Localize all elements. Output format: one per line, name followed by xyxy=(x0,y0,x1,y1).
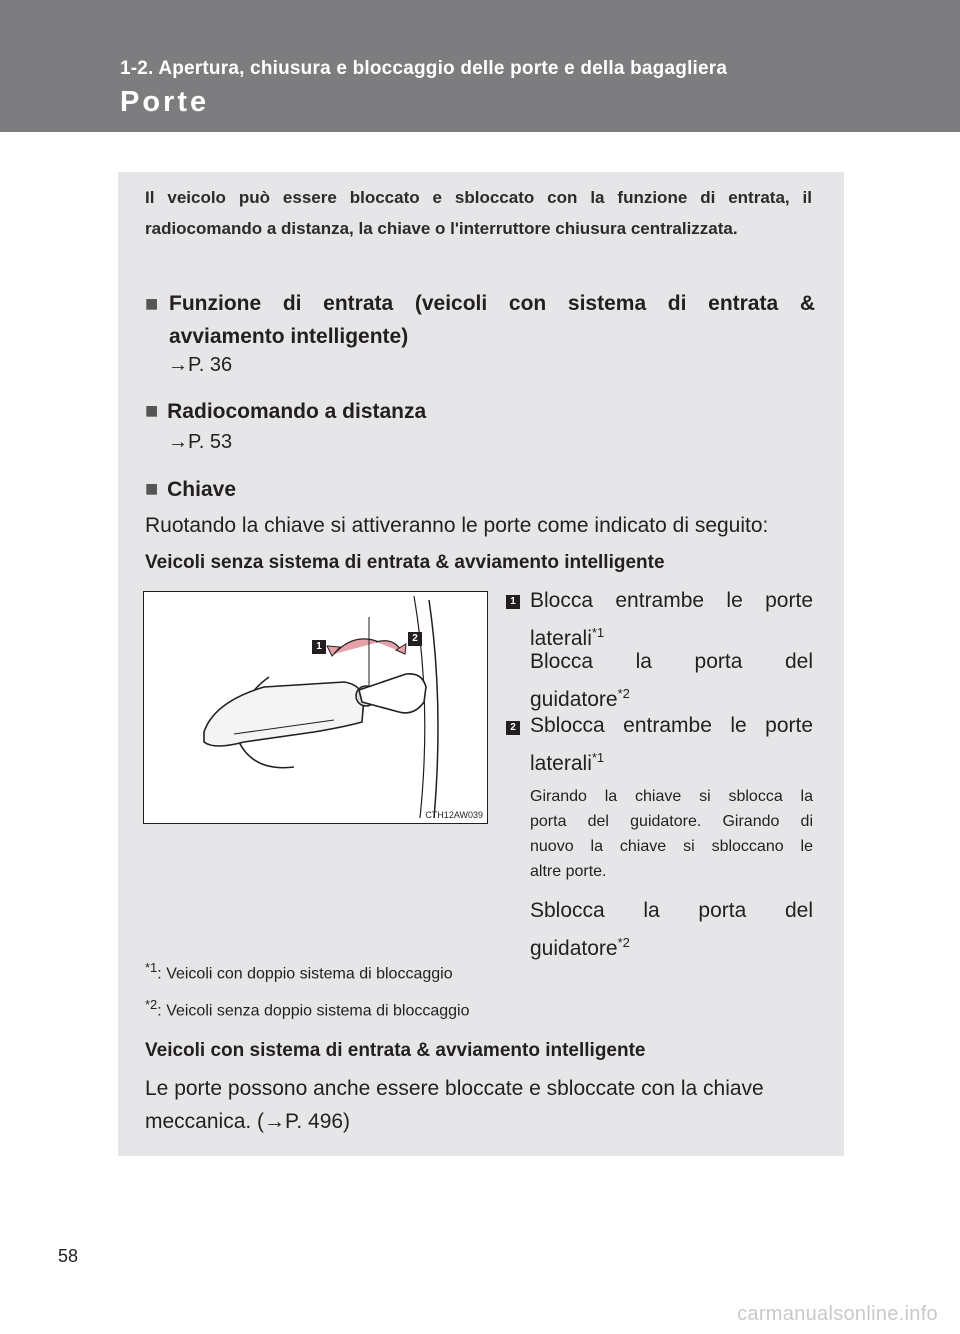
heading-entry-function: Funzione di entrata (veicoli con sistema di entrata & xyxy=(169,292,815,315)
arrow-right-icon: → xyxy=(264,1110,286,1133)
reference-link[interactable]: →P. 36 xyxy=(168,354,233,376)
heading-key: Chiave xyxy=(167,478,237,501)
door-handle-drawing xyxy=(144,592,487,823)
square-bullet-icon: ■ xyxy=(145,398,159,423)
reference-link[interactable]: P. 496) xyxy=(285,1110,351,1133)
section-remote xyxy=(145,394,426,428)
subheading-without-system: Veicoli senza sistema di entrata & avviamento intelligente xyxy=(145,552,665,573)
square-bullet-icon: ■ xyxy=(145,291,159,316)
section-title: 1-2. Apertura, chiusura e bloccaggio delle porte e della bagagliera xyxy=(120,58,728,79)
key-description: Ruotando la chiave si attiveranno le porte come indicato di seguito: xyxy=(145,514,769,537)
intro-text: Il veicolo può essere bloccato e sbloccato con la funzione di entrata, il radiocomando a distanza, la chiave o l'interruttore chiusura centralizzata. xyxy=(145,188,812,238)
page-title: Porte xyxy=(120,86,210,118)
page-header xyxy=(0,0,960,132)
item-marker-1: 1 xyxy=(506,595,520,609)
section-key xyxy=(145,472,236,506)
item-lock-both: Blocca entrambe le porte laterali$^{*1}$ xyxy=(530,589,813,650)
subheading-with-system: Veicoli con sistema di entrata & avviamento intelligente xyxy=(145,1040,646,1061)
arrow-right-icon: → xyxy=(168,354,188,376)
watermark[interactable]: carmanualsonline.info xyxy=(737,1303,938,1325)
item-unlock-driver: Sblocca la porta del guidatore$^{*2}$ xyxy=(530,899,813,960)
heading-remote: Radiocomando a distanza xyxy=(167,400,427,423)
item-unlock-both: Sblocca entrambe le porte laterali$^{*1}$ xyxy=(530,714,813,775)
footnote-2: $^{*2}$: Veicoli senza doppio sistema di bloccaggio xyxy=(145,997,470,1020)
heading-entry-function-line2: avviamento intelligente) xyxy=(169,325,409,348)
section-entry-function xyxy=(145,287,815,353)
arrow-right-icon: → xyxy=(168,431,188,453)
footnote-1: $^{*1}$: Veicoli con doppio sistema di bloccaggio xyxy=(145,960,453,983)
figure-marker-1: 1 xyxy=(312,640,326,654)
figure-code: CTH12AW039 xyxy=(425,810,483,820)
item-marker-2: 2 xyxy=(506,721,520,735)
page-number: 58 xyxy=(58,1246,79,1266)
reference-link[interactable]: →P. 53 xyxy=(168,431,233,453)
figure-marker-2: 2 xyxy=(408,632,422,646)
item-lock-driver: Blocca la porta del guidatore$^{*2}$ xyxy=(530,650,813,711)
with-system-text: Le porte possono anche essere bloccate e sbloccate con la chiave meccanica. (→P. 496) xyxy=(145,1077,764,1133)
door-handle-illustration xyxy=(143,591,488,824)
square-bullet-icon: ■ xyxy=(145,476,159,501)
item-note: Girando la chiave si sblocca la porta del guidatore. Girando di nuovo la chiave si sbloccano le altre porte. xyxy=(530,788,813,880)
